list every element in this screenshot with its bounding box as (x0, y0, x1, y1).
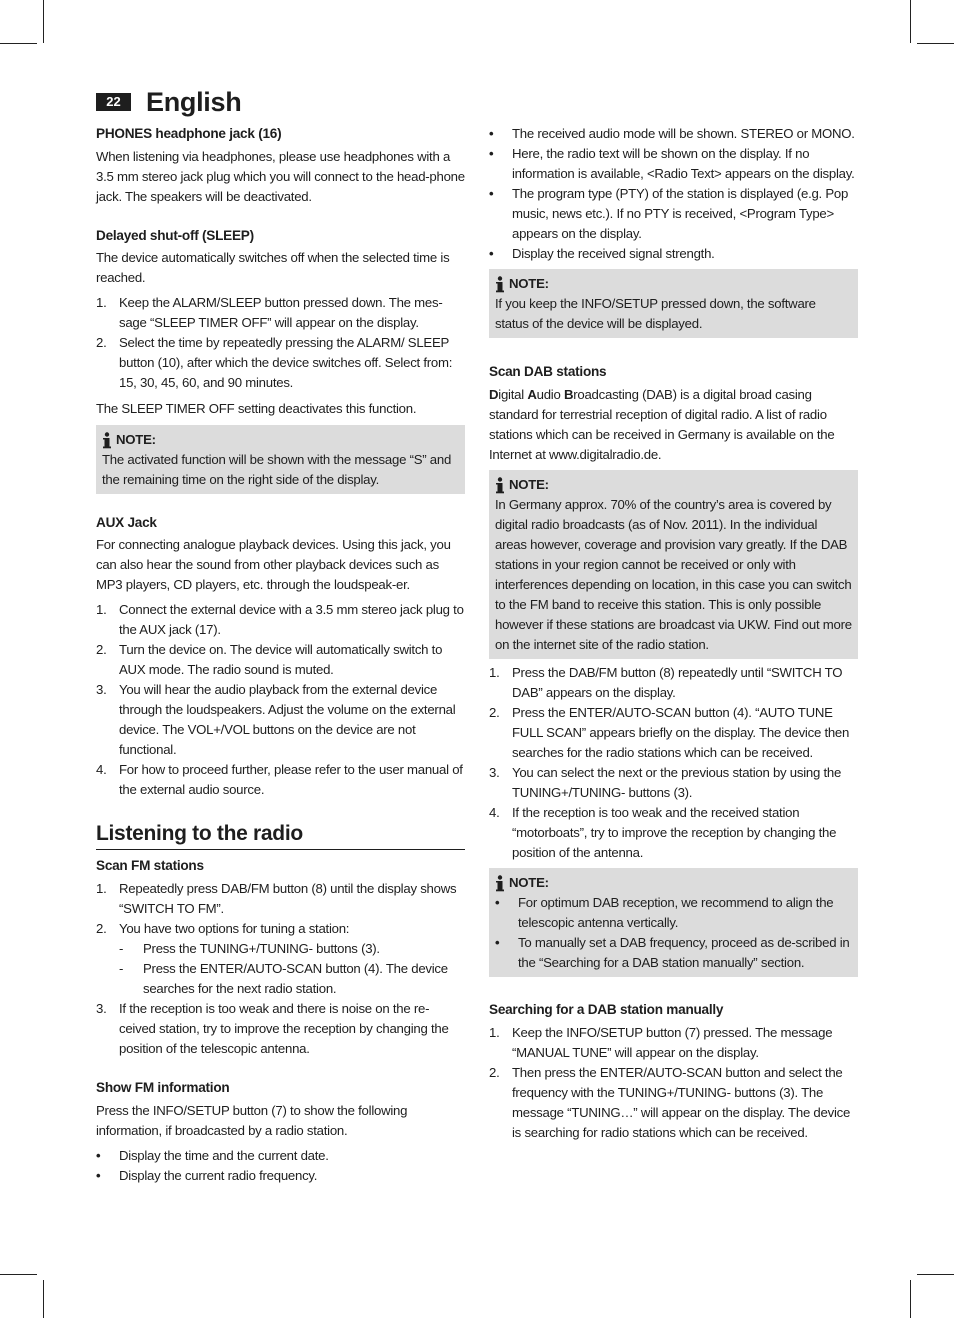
numbered-list (96, 600, 465, 800)
crop-mark (0, 1274, 37, 1275)
list-item: • For optimum DAB reception, we recommend to align the telescopic antenna vertically. (495, 895, 834, 930)
note-label: NOTE: (116, 432, 156, 447)
note-box (489, 470, 858, 659)
list-item: • To manually set a DAB frequency, proceed as de-scribed in the “Searching for a DAB station manually” section. (495, 935, 850, 970)
list-item: • The received audio mode will be shown. STEREO or MONO. (489, 126, 855, 141)
numbered-list (96, 879, 465, 1059)
paragraph: The device automatically switches off when the selected time is reached. (96, 250, 450, 285)
info-icon (102, 432, 112, 449)
crop-mark (43, 1280, 44, 1318)
list-item: 1. Keep the ALARM/SLEEP button pressed down. The mes-sage “SLEEP TIMER OFF” will appear on the display. (96, 295, 443, 330)
numbered-list (489, 663, 858, 863)
dash-list (119, 939, 465, 999)
section-heading: Scan FM stations (96, 858, 204, 873)
list-item: 2. Then press the ENTER/AUTO-SCAN button and select the frequency with the TUNING+/TUNING- buttons (3). The message “TUNING…” will appear on the display. The device is searching for radio stations which can be received. (489, 1065, 851, 1140)
info-icon (495, 875, 505, 892)
list-item: • Display the time and the current date. (96, 1148, 329, 1163)
list-item: 4. For how to proceed further, please refer to the user manual of the external audio source. (96, 762, 463, 797)
note-label: NOTE: (509, 875, 549, 890)
note-label: NOTE: (509, 276, 549, 291)
crop-mark (0, 43, 37, 44)
numbered-list (489, 1023, 858, 1143)
list-item: - Press the ENTER/AUTO-SCAN button (4). The device searches for the next radio station. (119, 961, 448, 996)
paragraph: Digital Audio Broadcasting (DAB) is a digital broad casing standard for terrestrial reception of digital radio. A list of radio stations which can be received in Germany is available on the Internet at www.digitalradio.de. (489, 387, 835, 462)
bullet-list (495, 893, 852, 973)
paragraph: Press the INFO/SETUP button (7) to show the following information, if broadcasted by a radio station. (96, 1103, 408, 1138)
list-item: 2. Press the ENTER/AUTO-SCAN button (4). “AUTO TUNE FULL SCAN” appears briefly on the display. The device then searches for the radio stations which can be received. (489, 705, 850, 760)
note-box (96, 425, 465, 494)
list-item: • Display the current radio frequency. (96, 1168, 318, 1183)
section-heading: Delayed shut-off (SLEEP) (96, 228, 254, 243)
info-icon (495, 276, 505, 293)
bullet-list (96, 1146, 465, 1186)
list-item: 2. Select the time by repeatedly pressing the ALARM/ SLEEP button (10), after which the device switches off. Select from: 15, 30, 45, 60, and 90 minutes. (96, 335, 453, 390)
note-text: The activated function will be shown with the message “S” and the remaining time on the right side of the display. (102, 452, 452, 487)
list-item: 3. You will hear the audio playback from the external device through the loudspeakers. Adjust the volume on the external device. The VOL+/VOL buttons on the device are not functional. (96, 682, 456, 757)
note-text: In Germany approx. 70% of the country’s area is covered by digital radio broadcasts (as of Nov. 2011). In the individual areas however, coverage and provision vary greatly. If the DAB stations in your region cannot be received or only with interferences depending on location, in this case you can switch to the FM band to receive this station. This is only possible however if these stations are broadcast via UKW. Find out more on the internet site of the radio station. (495, 497, 852, 652)
crop-mark (910, 0, 911, 43)
paragraph: For connecting analogue playback devices. Using this jack, you can also hear the sound from other playback devices such as MP3 players, CD players, etc. through the loudspeak-er. (96, 537, 451, 592)
page-header (96, 86, 241, 118)
crop-mark (910, 1280, 911, 1318)
section-title-rule (96, 820, 465, 850)
list-item: • Display the received signal strength. (489, 246, 715, 261)
right-column (489, 124, 858, 1143)
list-item: 4. If the reception is too weak and the received station “motorboats”, try to improve the reception by changing the position of the antenna. (489, 805, 837, 860)
note-box (489, 868, 858, 977)
list-item: 1. Keep the INFO/SETUP button (7) pressed. The message “MANUAL TUNE” will appear on the display. (489, 1025, 833, 1060)
list-item: 1. Repeatedly press DAB/FM button (8) until the display shows “SWITCH TO FM”. (96, 881, 457, 916)
list-item: 1. Connect the external device with a 3.5 mm stereo jack plug to the AUX jack (17). (96, 602, 464, 637)
list-item: • Here, the radio text will be shown on the display. If no information is available, <Radio Text> appears on the display. (489, 146, 855, 181)
section-heading: Scan DAB stations (489, 364, 607, 379)
bullet-list (489, 124, 858, 264)
note-label: NOTE: (509, 477, 549, 492)
note-box (489, 269, 858, 338)
left-column (96, 124, 465, 1186)
list-item: 1. Press the DAB/FM button (8) repeatedly until “SWITCH TO DAB” appears on the display. (489, 665, 843, 700)
crop-mark (917, 1274, 954, 1275)
page-title: English (146, 86, 242, 117)
list-item: • The program type (PTY) of the station is displayed (e.g. Pop music, news etc.). If no PTY is received, <Program Type> appears on the display. (489, 186, 849, 241)
section-heading: Searching for a DAB station manually (489, 1002, 724, 1017)
note-text: If you keep the INFO/SETUP pressed down, the software status of the device will be displayed. (495, 296, 816, 331)
page-number: 22 (96, 93, 131, 111)
list-item: 2. You have two options for tuning a station: - Press the TUNING+/TUNING- buttons (3). - Press the ENTER/AUTO-SCAN button (4). The device searches for the next radio station. (96, 919, 465, 999)
numbered-list (96, 293, 465, 393)
list-item: - Press the TUNING+/TUNING- buttons (3). (119, 941, 380, 956)
section-heading: AUX Jack (96, 515, 157, 530)
list-item: 3. You can select the next or the previous station by using the TUNING+/TUNING- buttons (3). (489, 765, 842, 800)
section-heading: PHONES headphone jack (16) (96, 126, 282, 141)
list-item: 2. Turn the device on. The device will automatically switch to AUX mode. The radio sound is muted. (96, 642, 443, 677)
paragraph: When listening via headphones, please use headphones with a 3.5 mm stereo jack plug which you will connect to the head-phone jack. The speakers will be deactivated. (96, 149, 465, 204)
info-icon (495, 477, 505, 494)
section-heading: Show FM information (96, 1080, 230, 1095)
crop-mark (43, 0, 44, 43)
paragraph: The SLEEP TIMER OFF setting deactivates this function. (96, 401, 417, 416)
list-item: 3. If the reception is too weak and there is noise on the re-ceived station, try to improve the reception by changing the position of the telescopic antenna. (96, 1001, 449, 1056)
section-title: Listening to the radio (96, 822, 303, 845)
crop-mark (917, 43, 954, 44)
